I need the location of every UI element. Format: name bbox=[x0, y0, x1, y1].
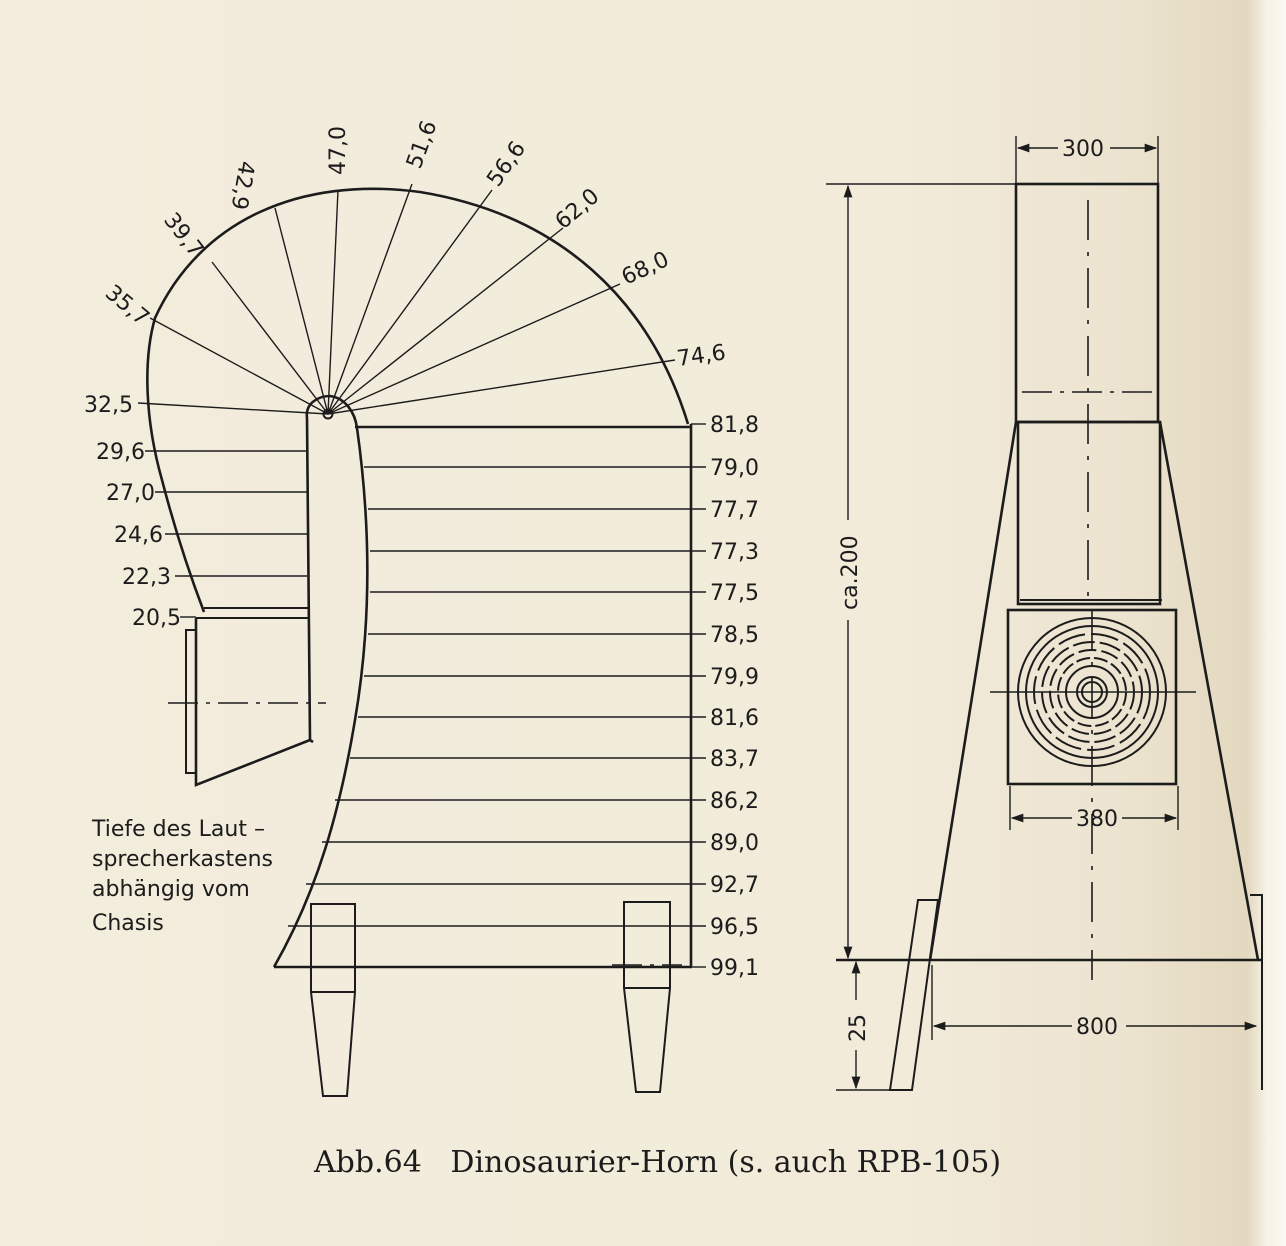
label-62-0: 62,0 bbox=[550, 183, 605, 235]
label-86-2: 86,2 bbox=[710, 789, 759, 814]
dim-25-label: 25 bbox=[846, 1014, 871, 1042]
right-measure-lines bbox=[288, 424, 706, 967]
label-79-9: 79,9 bbox=[710, 665, 759, 690]
dim-height bbox=[826, 184, 1016, 958]
left-labels bbox=[84, 393, 181, 631]
top-labels bbox=[100, 117, 727, 371]
label-81-6: 81,6 bbox=[710, 706, 759, 731]
dim-speaker-width bbox=[1010, 786, 1178, 832]
dim-380-label: 380 bbox=[1076, 807, 1118, 832]
front-left-slope bbox=[930, 422, 1016, 960]
front-left-leg bbox=[890, 900, 938, 1090]
dim-leg-height bbox=[836, 962, 912, 1090]
label-99-1: 99,1 bbox=[710, 956, 759, 981]
label-56-6: 56,6 bbox=[482, 136, 532, 192]
label-27-0: 27,0 bbox=[106, 481, 155, 506]
left-measure-lines bbox=[145, 451, 307, 617]
label-83-7: 83,7 bbox=[710, 747, 759, 772]
dim-300-label: 300 bbox=[1062, 137, 1104, 162]
note-line-2: sprecherkastens bbox=[92, 847, 274, 872]
label-81-8: 81,8 bbox=[710, 413, 759, 438]
label-24-6: 24,6 bbox=[114, 523, 163, 548]
label-29-6: 29,6 bbox=[96, 440, 145, 465]
label-79-0: 79,0 bbox=[710, 456, 759, 481]
label-35-7: 35,7 bbox=[100, 280, 154, 332]
front-view bbox=[826, 136, 1262, 1090]
label-77-5: 77,5 bbox=[710, 581, 759, 606]
dim-800-label: 800 bbox=[1076, 1015, 1118, 1040]
note-line-1: Tiefe des Laut – bbox=[92, 817, 265, 842]
horn-inner-wall bbox=[274, 396, 367, 967]
side-view bbox=[84, 117, 759, 1096]
label-47-0: 47,0 bbox=[326, 126, 351, 175]
front-column bbox=[1016, 184, 1158, 422]
legs-side bbox=[300, 902, 682, 1096]
label-89-0: 89,0 bbox=[710, 831, 759, 856]
speaker-chamber bbox=[168, 608, 326, 785]
radial-lines bbox=[138, 184, 675, 414]
label-78-5: 78,5 bbox=[710, 623, 759, 648]
depth-note bbox=[91, 817, 273, 936]
dim-base-width bbox=[932, 965, 1256, 1040]
label-51-6: 51,6 bbox=[402, 117, 443, 173]
label-22-3: 22,3 bbox=[122, 565, 171, 590]
note-line-4: Chasis bbox=[92, 911, 164, 936]
label-68-0: 68,0 bbox=[617, 247, 673, 291]
label-77-3: 77,3 bbox=[710, 540, 759, 565]
label-42-9: 42,9 bbox=[225, 158, 259, 212]
label-74-6: 74,6 bbox=[675, 340, 728, 372]
front-right-slope bbox=[1160, 422, 1258, 960]
label-32-5: 32,5 bbox=[84, 393, 133, 418]
label-20-5: 20,5 bbox=[132, 606, 181, 631]
note-line-3: abhängig vom bbox=[92, 877, 250, 902]
label-96-5: 96,5 bbox=[710, 915, 759, 940]
dim-height-label: ca.200 bbox=[838, 535, 863, 610]
label-77-7: 77,7 bbox=[710, 498, 759, 523]
label-92-7: 92,7 bbox=[710, 873, 759, 898]
label-39-7: 39,7 bbox=[158, 208, 209, 263]
dim-width-top bbox=[1016, 136, 1158, 184]
right-labels bbox=[710, 413, 759, 981]
figure-caption: Abb.64 Dinosaurier-Horn (s. auch RPB-105) bbox=[314, 1145, 1002, 1180]
